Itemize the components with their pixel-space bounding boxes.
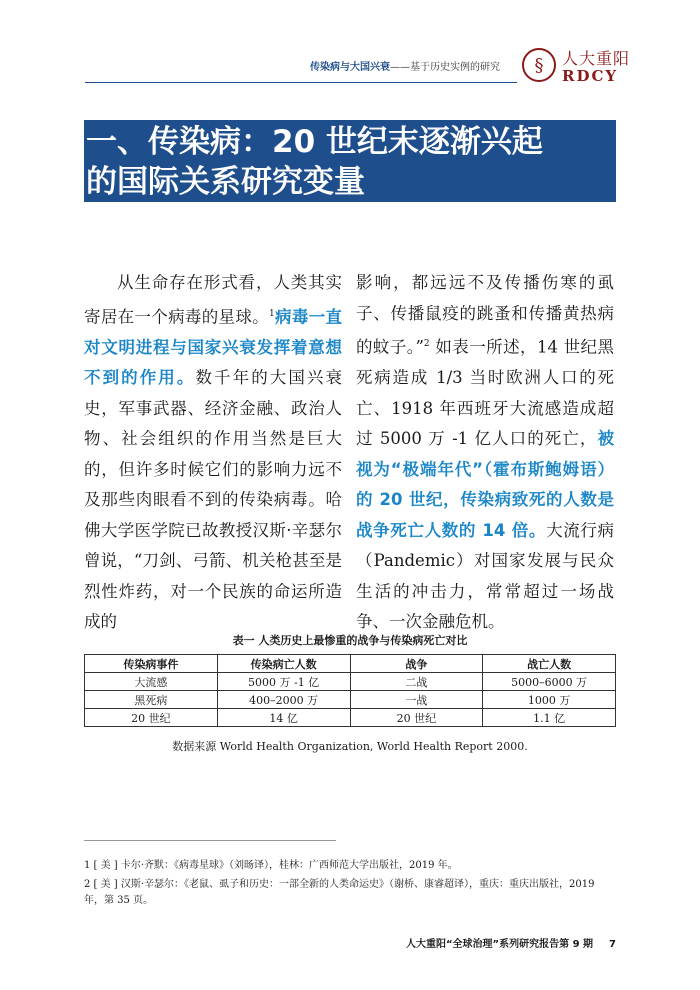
table-caption: 表一 人类历史上最惨重的战争与传染病死亡对比	[232, 634, 468, 647]
table-header-cell: 战亡人数	[483, 655, 616, 673]
footnote-2: 2 [ 美 ] 汉斯·辛瑟尔：《老鼠、虱子和历史：一部全新的人类命运史》（谢桥、康睿超译），重庆：重庆出版社，2019 年，第 35 页。	[84, 879, 595, 906]
section-title	[84, 120, 616, 202]
series-title	[310, 58, 500, 73]
footnote-1: 1 [ 美 ] 卡尔·齐默：《病毒星球》（刘旸译），桂林：广西师范大学出版社，2019 年。	[84, 860, 458, 871]
table-header-cell: 传染病亡人数	[217, 655, 350, 673]
table-source: 数据来源 World Health Organization, World Health Report 2000.	[172, 740, 528, 753]
table-cell: 黑死病	[85, 691, 218, 709]
body-paragraph-cont: 影响，都远远不及传播伤寒的虱子、传播鼠疫的跳蚤和传播黄热病的蚊子。”$^2$ 如表一所述，14 世纪黑死病造成 1/3 当时欧洲人口的死亡、1918 年西班牙大流感造成超过 5000 万 -1 亿人口的死亡，被视为“极端年代”（霍布斯鲍姆语）的 20 世纪，传染病致死的人数是战争死亡人数的 14 倍。大流行病（Pandemic）对国家发展与民众生活的冲击力，常常超过一场战争、一次金融危机。	[356, 273, 615, 631]
header-divider	[85, 82, 517, 83]
series-title-sub: ——基于历史实例的研究	[390, 62, 500, 73]
section-title-line2: 的国际关系研究变量	[86, 164, 365, 200]
footnotes	[84, 858, 616, 912]
body-column-right	[356, 268, 614, 638]
section-title-line1: 一、传染病：20 世纪末逐渐兴起	[86, 124, 543, 160]
series-title-main: 传染病与大国兴衰	[310, 62, 390, 73]
table-cell: 大流感	[85, 673, 218, 691]
highlight-virus: 病毒一直对文明进程与国家兴衰发挥着意想不到的作用。	[84, 307, 343, 387]
table-header-cell: 战争	[350, 655, 483, 673]
page-header	[0, 0, 700, 96]
body-column-left	[84, 268, 342, 638]
highlight-20th-century: 被视为“极端年代”（霍布斯鲍姆语）的 20 世纪，传染病致死的人数是战争死亡人数的 14 倍。	[356, 429, 614, 540]
footnote-divider	[84, 840, 336, 841]
table-cell: 1000 万	[483, 691, 616, 709]
footnote-ref-1: 1	[269, 308, 275, 319]
page-number: 7	[609, 939, 616, 950]
logo-emblem-icon: §	[522, 48, 556, 82]
table-row	[85, 709, 616, 727]
table-row	[85, 673, 616, 691]
footnote-ref-2: 2	[423, 339, 430, 349]
table-header-row	[85, 655, 616, 673]
table-cell: 400–2000 万	[217, 691, 350, 709]
rdcy-logo	[522, 46, 632, 86]
table-cell: 一战	[350, 691, 483, 709]
body-paragraph: 从生命存在形式看，人类其实寄居在一个病毒的星球。$^1$病毒一直对文明进程与国家兴衰发挥着意想不到的作用。数千年的大国兴衰史，军事武器、经济金融、政治人物、社会组织的作用当然是巨大的，但许多时候它们的影响力远不及那些肉眼看不到的传染病毒。哈佛大学医学院已故教授汉斯·辛瑟尔曾说，“刀剑、弓箭、机关枪甚至是烈性炸药，对一个民族的命运所造成的	[84, 273, 343, 631]
table-header-cell: 传染病事件	[85, 655, 218, 673]
page-footer	[406, 935, 616, 950]
table-cell: 5000–6000 万	[483, 673, 616, 691]
table-cell: 20 世纪	[85, 709, 218, 727]
footer-text: 人大重阳“全球治理”系列研究报告第 9 期	[405, 939, 594, 950]
table-cell: 二战	[350, 673, 483, 691]
logo-cn-text: 人大重阳	[562, 49, 631, 68]
table-cell: 1.1 亿	[483, 709, 616, 727]
comparison-table	[84, 654, 616, 727]
table-cell: 5000 万 -1 亿	[217, 673, 350, 691]
logo-en-text: RDCY	[562, 67, 619, 85]
table-cell: 14 亿	[217, 709, 350, 727]
table-cell: 20 世纪	[350, 709, 483, 727]
table-row	[85, 691, 616, 709]
